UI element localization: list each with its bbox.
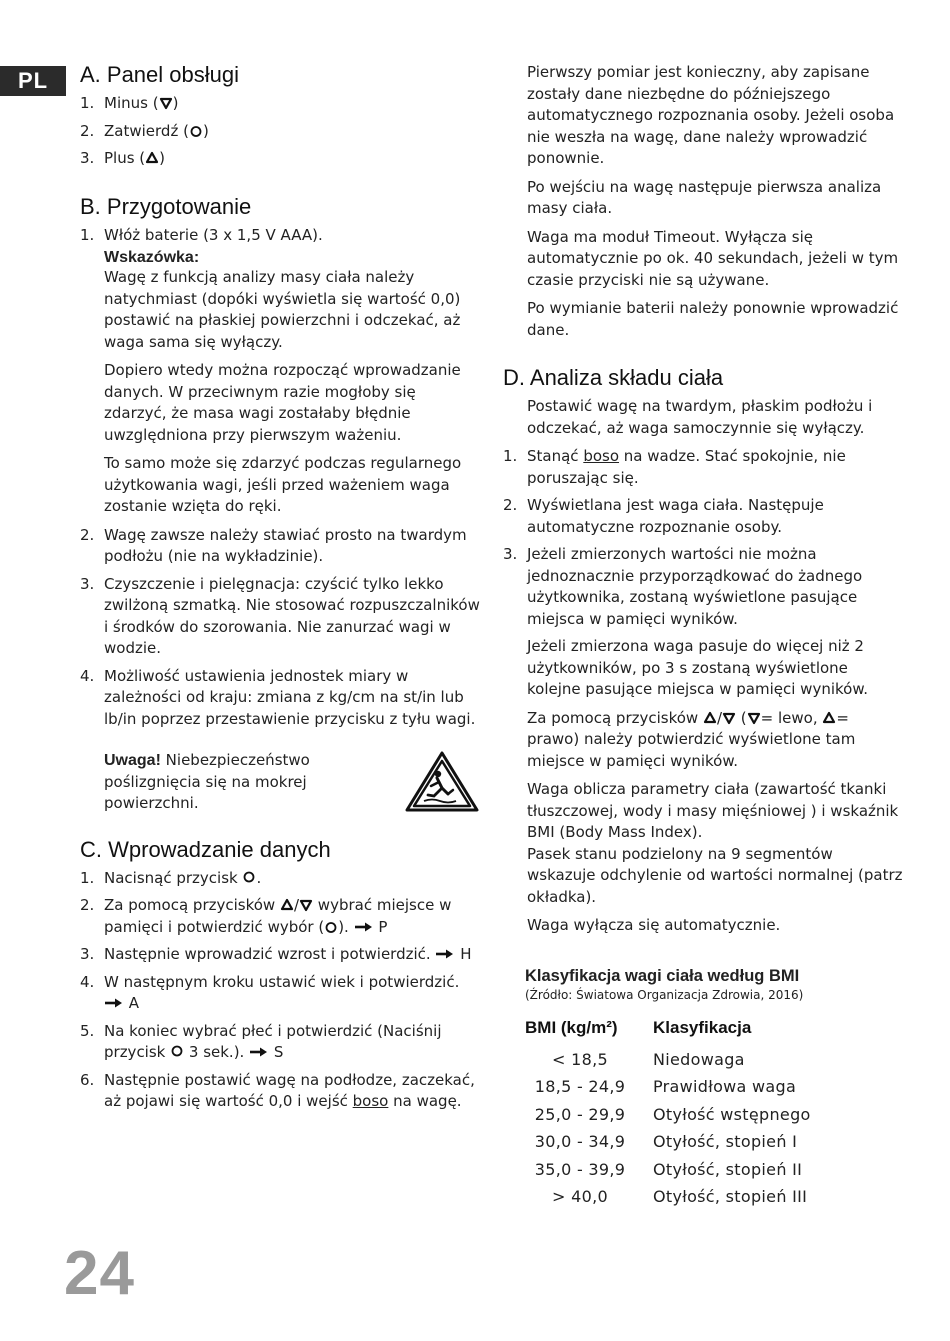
- bmi-class: Otyłość, stopień I: [653, 1132, 798, 1152]
- item-text: ): [159, 149, 166, 167]
- bmi-class: Otyłość, stopień III: [653, 1187, 808, 1207]
- section-a-title: A. Panel obsługi: [80, 62, 239, 87]
- bmi-range: < 18,5: [552, 1049, 608, 1069]
- slippery-floor-warning-icon: [404, 750, 480, 814]
- item-number: 1.: [80, 868, 95, 887]
- list-item: [80, 148, 480, 170]
- table-row: [515, 1101, 811, 1129]
- list-item: [80, 895, 480, 938]
- table-row: [515, 1128, 811, 1156]
- triangle-up-icon: [145, 151, 159, 165]
- bmi-range: 25,0 - 29,9: [534, 1104, 626, 1124]
- triangle-down-icon: [722, 711, 736, 725]
- col-header-bmi: BMI (kg/m²): [525, 1017, 618, 1037]
- item-text: Wagę zawsze należy stawiać prosto na twardym podłożu (nie na wykładzinie).: [104, 525, 467, 565]
- item-text: ).: [338, 917, 354, 936]
- bmi-range: 35,0 - 39,9: [534, 1159, 626, 1179]
- item-text: Zatwierdź (: [104, 121, 189, 140]
- left-column: [80, 62, 480, 1119]
- section-d-title: D. Analiza składu ciała: [503, 365, 724, 390]
- paragraph: Po wejściu na wagę następuje pierwsza analiza masy ciała.: [527, 177, 882, 217]
- item-number: 2.: [80, 896, 95, 914]
- circle-button-icon: [324, 920, 338, 934]
- paragraph: [527, 708, 903, 773]
- item-text: Za pomocą przycisków: [527, 708, 703, 727]
- item-text: Plus (: [104, 149, 146, 167]
- hint-label: Wskazówka:: [104, 249, 200, 266]
- paragraph: Waga ma moduł Timeout. Wyłącza się automatycznie po ok. 40 sekundach, jeżeli w tym czasie przyciski nie są używane.: [527, 227, 899, 289]
- bmi-range: 30,0 - 34,9: [534, 1132, 626, 1152]
- paragraph: Waga wyłącza się automatycznie.: [527, 916, 781, 934]
- warning-text: Niebezpieczeństwo poślizgnięcia się na mokrej powierzchni.: [104, 751, 310, 812]
- display-code: H: [455, 945, 472, 963]
- list-item: [503, 544, 903, 630]
- list-item: [80, 868, 480, 890]
- circle-button-icon: [242, 871, 256, 885]
- table-row: [515, 1183, 811, 1211]
- item-text: Włóż baterie (3 x 1,5 V AAA).: [104, 225, 323, 244]
- table-row: [515, 1046, 811, 1074]
- item-text: W następnym kroku ustawić wiek i potwierdzić.: [104, 972, 460, 991]
- bmi-class: Niedowaga: [653, 1049, 745, 1069]
- list-item: [80, 225, 480, 247]
- slash-text: /: [716, 708, 723, 727]
- section-d: [503, 365, 903, 937]
- paragraph: Pasek stanu podzielony na 9 segmentów wskazuje odchylenie od wartości normalnej (patrz okładka).: [527, 844, 903, 906]
- item-number: 6.: [80, 1070, 95, 1089]
- paragraph: Po wymianie baterii należy ponownie wprowadzić dane.: [527, 299, 899, 339]
- item-text: Następnie postawić wagę na podłodze, zaczekać, aż pojawi się wartość 0,0 i wejść: [104, 1070, 475, 1110]
- bmi-class: Prawidłowa waga: [653, 1077, 797, 1097]
- display-code: P: [373, 917, 388, 936]
- triangle-up-icon: [703, 711, 717, 725]
- display-code: S: [269, 1043, 284, 1061]
- item-text: Jeżeli zmierzonych wartości nie można jednoznacznie przyporządkować do żadnego użytkownika, zostaną wyświetlone pasujące miejsca w pamięci wyników.: [527, 545, 863, 628]
- bmi-range: 18,5 - 24,9: [534, 1077, 626, 1097]
- item-text: wybrać miejsce w pamięci i potwierdzić wybór (: [104, 896, 452, 936]
- underlined-text: boso: [583, 447, 620, 465]
- section-b-title: B. Przygotowanie: [80, 193, 252, 219]
- item-text: Minus (: [104, 94, 159, 112]
- right-column: [503, 62, 903, 1211]
- triangle-up-icon: [822, 711, 836, 725]
- list-item: [80, 666, 480, 731]
- underlined-text: boso: [352, 1092, 389, 1110]
- item-number: 2.: [503, 496, 518, 514]
- list-item: [80, 574, 480, 660]
- list-item: [80, 121, 480, 143]
- item-text: Na koniec wybrać płeć i potwierdzić (Naciśnij przycisk: [104, 1021, 442, 1061]
- circle-button-icon: [170, 1045, 184, 1059]
- item-number: 1.: [80, 94, 95, 112]
- item-text: Możliwość ustawienia jednostek miary w zależności od kraju: zmiana z kg/cm na st/in lub lb/in poprzez przestawienie przycisku z tyłu wagi.: [104, 666, 476, 728]
- item-number: 2.: [80, 121, 95, 140]
- language-tab: PL: [0, 66, 66, 96]
- item-number: 3.: [503, 545, 518, 563]
- paragraph: Postawić wagę na twardym, płaskim podłożu i odczekać, aż waga samoczynnie się wyłączy.: [527, 397, 873, 437]
- bmi-table: [515, 1018, 811, 1211]
- paragraph: Jeżeli zmierzona waga pasuje do więcej niż 2 użytkowników, po 3 s zostaną wyświetlone kolejne pasujące miejsca w pamięci wyników.: [527, 637, 868, 698]
- item-number: 5.: [80, 1021, 95, 1040]
- right-arrow-icon: [354, 921, 374, 933]
- warning-label: Uwaga!: [104, 752, 161, 769]
- triangle-up-icon: [280, 898, 294, 912]
- list-item: [80, 972, 480, 1015]
- table-header-row: [515, 1018, 811, 1046]
- table-row: [515, 1073, 811, 1101]
- item-text: = prawo) należy potwierdzić wyświetlone tam miejsce w pamięci wyników.: [527, 708, 856, 770]
- right-arrow-icon: [104, 997, 124, 1009]
- triangle-down-icon: [159, 96, 173, 110]
- item-text: Czyszczenie i pielęgnacja: czyścić tylko lekko zwilżoną szmatką. Nie stosować rozpuszczalników i środków do szorowania. Nie zanurzać wagi w wodzie.: [104, 574, 480, 657]
- bmi-class: Otyłość, stopień II: [653, 1159, 803, 1179]
- bmi-class: Otyłość wstępnego: [653, 1104, 811, 1124]
- col-header-classification: Klasyfikacja: [653, 1017, 752, 1037]
- hint-paragraph: Dopiero wtedy można rozpocząć wprowadzanie danych. W przeciwnym razie mogłoby się zdarzyć, że masa wagi zostałaby błędnie uwzględniona przy pierwszym ważeniu.: [104, 361, 461, 444]
- item-number: 4.: [80, 666, 95, 685]
- circle-button-icon: [189, 124, 203, 138]
- item-number: 1.: [80, 225, 95, 244]
- section-b: [80, 194, 480, 815]
- item-text: na wadze. Stać spokojnie, nie poruszając się.: [527, 447, 846, 487]
- list-item: [80, 944, 480, 966]
- item-number: 4.: [80, 972, 95, 991]
- warning-block: [104, 750, 480, 815]
- item-text: Wyświetlana jest waga ciała. Następuje automatyczne rozpoznanie osoby.: [527, 496, 824, 536]
- slash-text: /: [293, 896, 300, 914]
- item-text: Stanąć: [527, 447, 584, 465]
- item-text: na wagę.: [388, 1092, 462, 1110]
- intro-block: [527, 62, 903, 341]
- paragraph: Waga oblicza parametry ciała (zawartość tkanki tłuszczowej, wody i masy mięśniowej ) i wskaźnik BMI (Body Mass Index).: [527, 780, 899, 841]
- item-text: Następnie wprowadzić wzrost i potwierdzić.: [104, 945, 436, 963]
- item-number: 1.: [503, 447, 518, 465]
- section-c: [80, 837, 480, 1113]
- bmi-section: [525, 967, 903, 1211]
- item-number: 3.: [80, 149, 95, 167]
- period-text: .: [256, 868, 262, 887]
- item-text: ): [172, 94, 179, 112]
- list-item: [80, 1070, 480, 1113]
- item-text: ): [202, 121, 209, 140]
- table-row: [515, 1156, 811, 1184]
- hint-paragraph: To samo może się zdarzyć podczas regularnego użytkowania wagi, jeśli przed ważeniem waga zostanie wzięta do ręki.: [104, 454, 462, 515]
- item-text: = lewo,: [760, 708, 823, 727]
- bmi-source: (Źródło: Światowa Organizacja Zdrowia, 2016): [525, 987, 804, 1002]
- paragraph: Pierwszy pomiar jest konieczny, aby zapisane zostały dane niezbędne do późniejszego automatycznego rozpoznania osoby. Jeżeli osoba nie weszła na wagę, dane należy wprowadzić ponownie.: [527, 63, 895, 167]
- list-item: [80, 93, 480, 115]
- item-text: Nacisnąć przycisk: [104, 868, 243, 887]
- triangle-down-icon: [747, 711, 761, 725]
- item-number: 2.: [80, 525, 95, 544]
- triangle-down-icon: [299, 898, 313, 912]
- section-a: [80, 62, 480, 170]
- item-number: 3.: [80, 574, 95, 593]
- item-number: 3.: [80, 945, 95, 963]
- list-item: [80, 1021, 480, 1064]
- hint-paragraph: Wagę z funkcją analizy masy ciała należy natychmiast (dopóki wyświetla się wartość 0,0) postawić na płaskiej powierzchni i odczekać, aż waga sama się wyłączy.: [104, 268, 461, 351]
- item-text: (: [736, 708, 747, 727]
- item-text: 3 sek.).: [184, 1043, 250, 1061]
- right-arrow-icon: [435, 948, 455, 960]
- bmi-range: > 40,0: [552, 1187, 608, 1207]
- list-item: [80, 525, 480, 568]
- list-item: [503, 495, 903, 538]
- list-item: [503, 446, 903, 489]
- section-c-title: C. Wprowadzanie danych: [80, 836, 331, 862]
- page-number: 24: [64, 1239, 135, 1308]
- display-code: A: [124, 994, 140, 1012]
- item-text: Za pomocą przycisków: [104, 896, 280, 914]
- bmi-title: Klasyfikacja wagi ciała według BMI: [525, 966, 800, 985]
- right-arrow-icon: [249, 1046, 269, 1058]
